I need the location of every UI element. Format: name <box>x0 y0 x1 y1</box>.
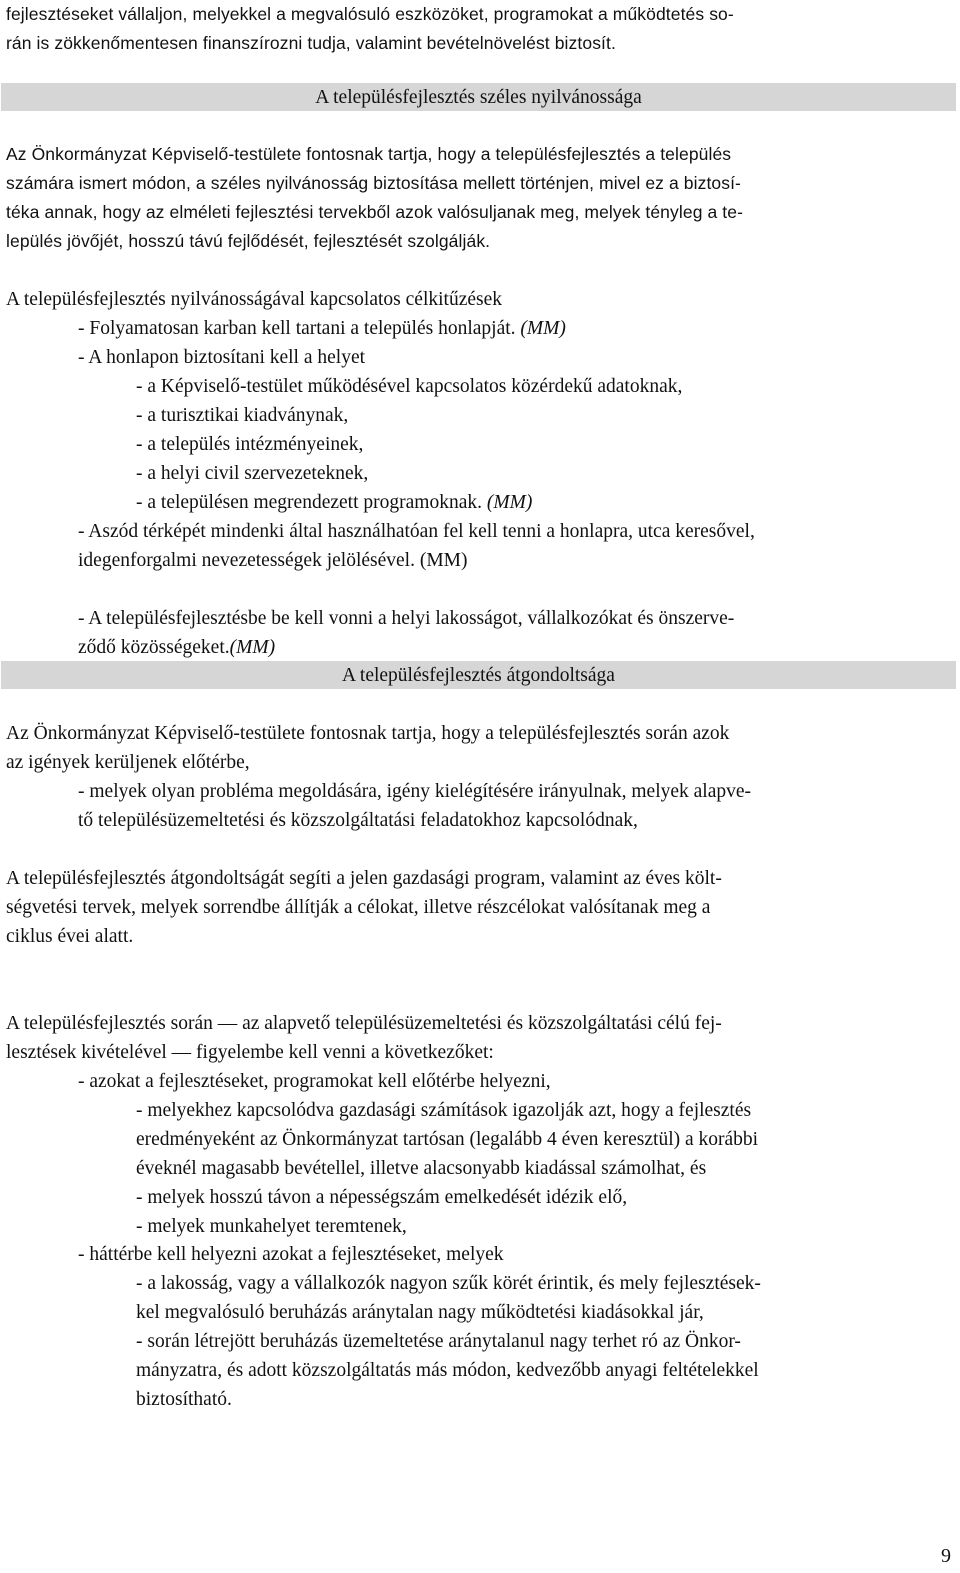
goal-item-1-text: - Folyamatosan karban kell tartani a település honlapját. <box>78 318 516 339</box>
goal-subitem-5 <box>136 488 532 517</box>
thoughtfulness-p1-line-1: Az Önkormányzat Képviselő-testülete fontosnak tartja, hogy a településfejlesztés során azok <box>6 723 730 744</box>
priority-a-sub1-line-2: eredményeként az Önkormányzat tartósan (legalább 4 éven keresztül) a korábbi <box>136 1129 759 1150</box>
section-heading-thoughtfulness <box>1 661 956 689</box>
priority-b-sub2-line-3: biztosítható. <box>136 1389 232 1410</box>
goal-item-1 <box>78 314 566 343</box>
priority-item-b-sub-1 <box>136 1269 954 1327</box>
top-paragraph-line-2: rán is zökkenőmentesen finanszírozni tudja, valamint bevételnövelést biztosít. <box>6 33 616 53</box>
thoughtfulness-p2-line-3: ciklus évei alatt. <box>6 926 134 947</box>
goal-item-2: - A honlapon biztosítani kell a helyet <box>78 347 366 368</box>
priority-item-b: - háttérbe kell helyezni azokat a fejlesztéseket, melyek <box>78 1244 504 1265</box>
section-heading-publicity <box>1 83 956 111</box>
goal-subitem-4: - a helyi civil szervezeteknek, <box>136 463 369 484</box>
goal-item-3 <box>78 517 954 575</box>
priority-b-sub1-line-2: kel megvalósuló beruházás aránytalan nagy működtetési kiadásokkal jár, <box>136 1302 704 1323</box>
thoughtfulness-bullet-line-1: - melyek olyan probléma megoldására, igény kielégítésére irányulnak, melyek alapve- <box>78 781 752 802</box>
thoughtfulness-paragraph-2 <box>6 864 954 951</box>
priorities-intro <box>6 1009 954 1067</box>
section-heading-thoughtfulness-text: A településfejlesztés átgondoltsága <box>342 665 615 686</box>
priority-b-sub2-line-2: mányzatra, és adott közszolgáltatás más módon, kedvezőbb anyagi feltételekkel <box>136 1360 759 1381</box>
goal-subitem-5-mm: (MM) <box>486 492 533 513</box>
publicity-line-4: lepülés jövőjét, hosszú távú fejlődését, fejlesztését szolgálják. <box>6 231 491 251</box>
publicity-line-1: Az Önkormányzat Képviselő-testülete fontosnak tartja, hogy a településfejlesztés a település <box>6 144 732 164</box>
thoughtfulness-p2-line-2: ségvetési tervek, melyek sorrendbe állítják a célokat, illetve részcélokat valósítanak meg a <box>6 897 711 918</box>
page-number: 9 <box>941 1545 951 1567</box>
thoughtfulness-paragraph-1 <box>6 719 954 777</box>
priority-item-a-sub-2: - melyek hosszú távon a népességszám emelkedését idézik elő, <box>136 1187 628 1208</box>
top-paragraph-line-1: fejlesztéseket vállaljon, melyekkel a megvalósuló eszközöket, programokat a működtetés so- <box>6 4 734 24</box>
top-paragraph <box>6 0 954 58</box>
priority-a-sub1-line-1: - melyekhez kapcsolódva gazdasági számítások igazolják azt, hogy a fejlesztés <box>136 1100 752 1121</box>
section-heading-publicity-text: A településfejlesztés széles nyilvánossága <box>315 87 642 108</box>
goal-item-3-line-2: idegenforgalmi nevezetességek jelölésével. (MM) <box>78 550 468 571</box>
priority-item-a-sub-3: - melyek munkahelyet teremtenek, <box>136 1216 407 1237</box>
goal-item-4 <box>78 604 954 662</box>
publicity-line-2: számára ismert módon, a széles nyilvánosság biztosítása mellett történjen, mivel ez a biztosí- <box>6 173 741 193</box>
publicity-paragraph <box>6 140 954 256</box>
priority-item-b-sub-2 <box>136 1327 954 1414</box>
thoughtfulness-p2-line-1: A településfejlesztés átgondoltságát segíti a jelen gazdasági program, valamint az éves költ- <box>6 868 722 889</box>
goals-title: A településfejlesztés nyilvánosságával kapcsolatos célkitűzések <box>6 289 503 310</box>
goal-subitem-2: - a turisztikai kiadványnak, <box>136 405 349 426</box>
goal-item-4-mm: (MM) <box>229 637 276 658</box>
thoughtfulness-bullet <box>78 777 954 835</box>
priority-b-sub1-line-1: - a lakosság, vagy a vállalkozók nagyon szűk körét érintik, és mely fejlesztések- <box>136 1273 761 1294</box>
goal-subitem-5-text: - a településen megrendezett programoknak. <box>136 492 482 513</box>
priorities-intro-line-1: A településfejlesztés során — az alapvető településüzemeltetési és közszolgáltatási célú fej- <box>6 1013 722 1034</box>
thoughtfulness-p1-line-2: az igények kerüljenek előtérbe, <box>6 752 250 773</box>
priority-item-a-sub-1 <box>136 1096 954 1183</box>
goal-item-4-line-2 <box>78 633 954 662</box>
priority-item-a: - azokat a fejlesztéseket, programokat kell előtérbe helyezni, <box>78 1071 551 1092</box>
goal-item-1-mm: (MM) <box>520 318 566 339</box>
goal-subitem-3: - a település intézményeinek, <box>136 434 364 455</box>
publicity-line-3: téka annak, hogy az elméleti fejlesztési tervekből azok valósuljanak meg, melyek tényleg a te- <box>6 202 743 222</box>
priority-b-sub2-line-1: - során létrejött beruházás üzemeltetése aránytalanul nagy terhet ró az Önkor- <box>136 1331 741 1352</box>
goal-item-4-line-1: - A településfejlesztésbe be kell vonni a helyi lakosságot, vállalkozókat és önszerve- <box>78 608 735 629</box>
goal-item-3-line-1: - Aszód térképét mindenki által használhatóan fel kell tenni a honlapra, utca keresővel, <box>78 521 755 542</box>
priority-a-sub1-line-3: éveknél magasabb bevétellel, illetve alacsonyabb kiadással számolhat, és <box>136 1158 707 1179</box>
goal-item-4-text: ződő közösségeket. <box>78 637 230 658</box>
goal-subitem-1: - a Képviselő-testület működésével kapcsolatos közérdekű adatoknak, <box>136 376 683 397</box>
priorities-intro-line-2: lesztések kivételével — figyelembe kell venni a következőket: <box>6 1042 494 1063</box>
thoughtfulness-bullet-line-2: tő településüzemeltetési és közszolgáltatási feladatokhoz kapcsolódnak, <box>78 810 638 831</box>
